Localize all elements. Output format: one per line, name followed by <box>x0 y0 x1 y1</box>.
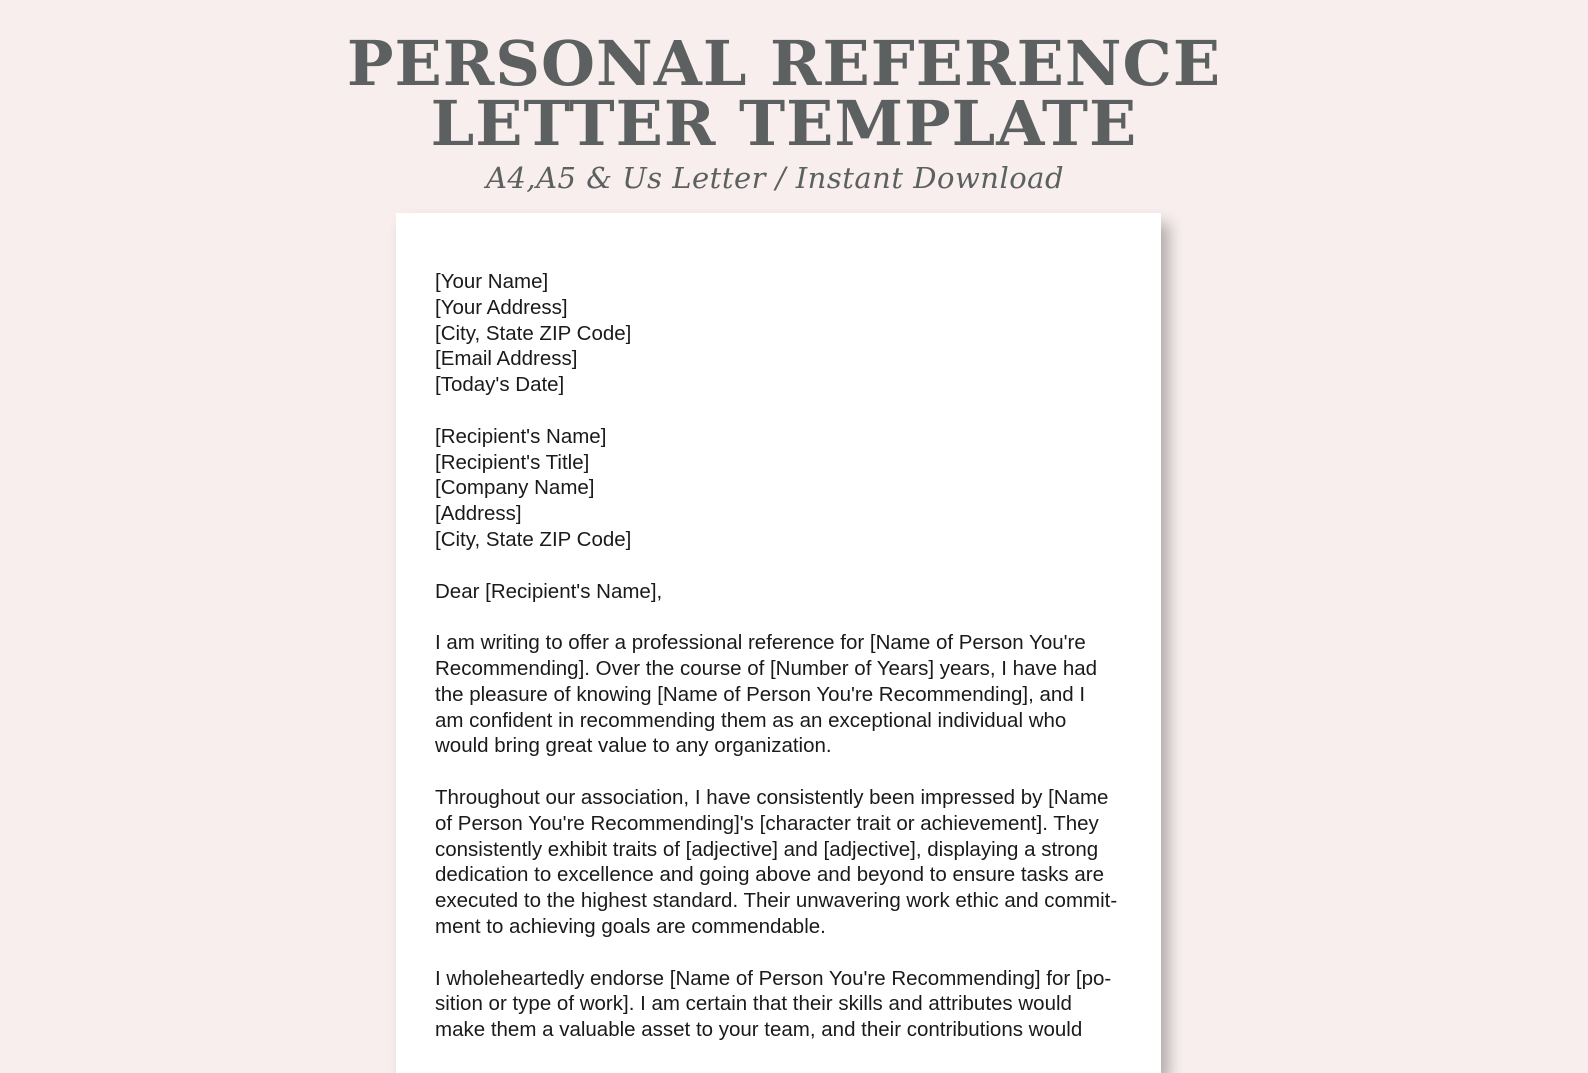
paragraph-line: make them a valuable asset to your team, and their contributions would <box>435 1018 1083 1042</box>
sender-name: [Your Name] <box>435 270 549 293</box>
paragraph-line: of Person You're Recommending]'s [character trait or achievement]. They <box>435 811 1099 835</box>
paragraph-line: Throughout our association, I have consistently been impressed by [Name <box>435 785 1109 809</box>
recipient-address: [Address] <box>435 502 522 526</box>
paragraph-line: I wholeheartedly endorse [Name of Person You're Recommending] for [po- <box>435 966 1112 990</box>
recipient-block <box>435 424 1135 553</box>
letter-document <box>396 213 1161 1073</box>
salutation: Dear [Recipient's Name], <box>435 579 663 603</box>
paragraph-line: Recommending]. Over the course of [Number of Years] years, I have had <box>435 656 1098 680</box>
sender-date: [Today's Date] <box>435 373 565 397</box>
paragraph-line: would bring great value to any organization. <box>435 734 832 758</box>
recipient-name: [Recipient's Name] <box>435 424 607 448</box>
paragraph-line: am confident in recommending them as an exceptional individual who <box>435 708 1067 732</box>
paragraph-line: sition or type of work]. I am certain that their skills and attributes would <box>435 992 1072 1016</box>
sender-city: [City, State ZIP Code] <box>435 321 632 345</box>
recipient-title: [Recipient's Title] <box>435 450 590 474</box>
paragraph-2 <box>435 785 1135 940</box>
paragraph-line: consistently exhibit traits of [adjective] and [adjective], displaying a strong <box>435 837 1099 861</box>
paragraph-line: executed to the highest standard. Their unwavering work ethic and commit- <box>435 889 1118 913</box>
letter-body <box>435 269 1135 1043</box>
sender-address: [Your Address] <box>435 295 568 319</box>
paragraph-1 <box>435 630 1135 759</box>
paragraph-line: I am writing to offer a professional reference for [Name of Person You're <box>435 631 1086 655</box>
page-subtitle: A4,A5 & Us Letter / Instant Download <box>485 161 1065 195</box>
recipient-company: [Company Name] <box>435 476 595 500</box>
page-title-line-2: LETTER TEMPLATE <box>430 87 1138 160</box>
paragraph-line: dedication to excellence and going above and beyond to ensure tasks are <box>435 863 1105 887</box>
sender-email: [Email Address] <box>435 347 578 371</box>
paragraph-line: ment to achieving goals are commendable. <box>435 914 826 938</box>
sender-block <box>435 269 1135 398</box>
paragraph-3 <box>435 966 1135 1043</box>
page-title-line-1: PERSONAL REFERENCE <box>346 27 1222 100</box>
recipient-city: [City, State ZIP Code] <box>435 527 632 551</box>
paragraph-line: the pleasure of knowing [Name of Person You're Recommending], and I <box>435 682 1086 706</box>
